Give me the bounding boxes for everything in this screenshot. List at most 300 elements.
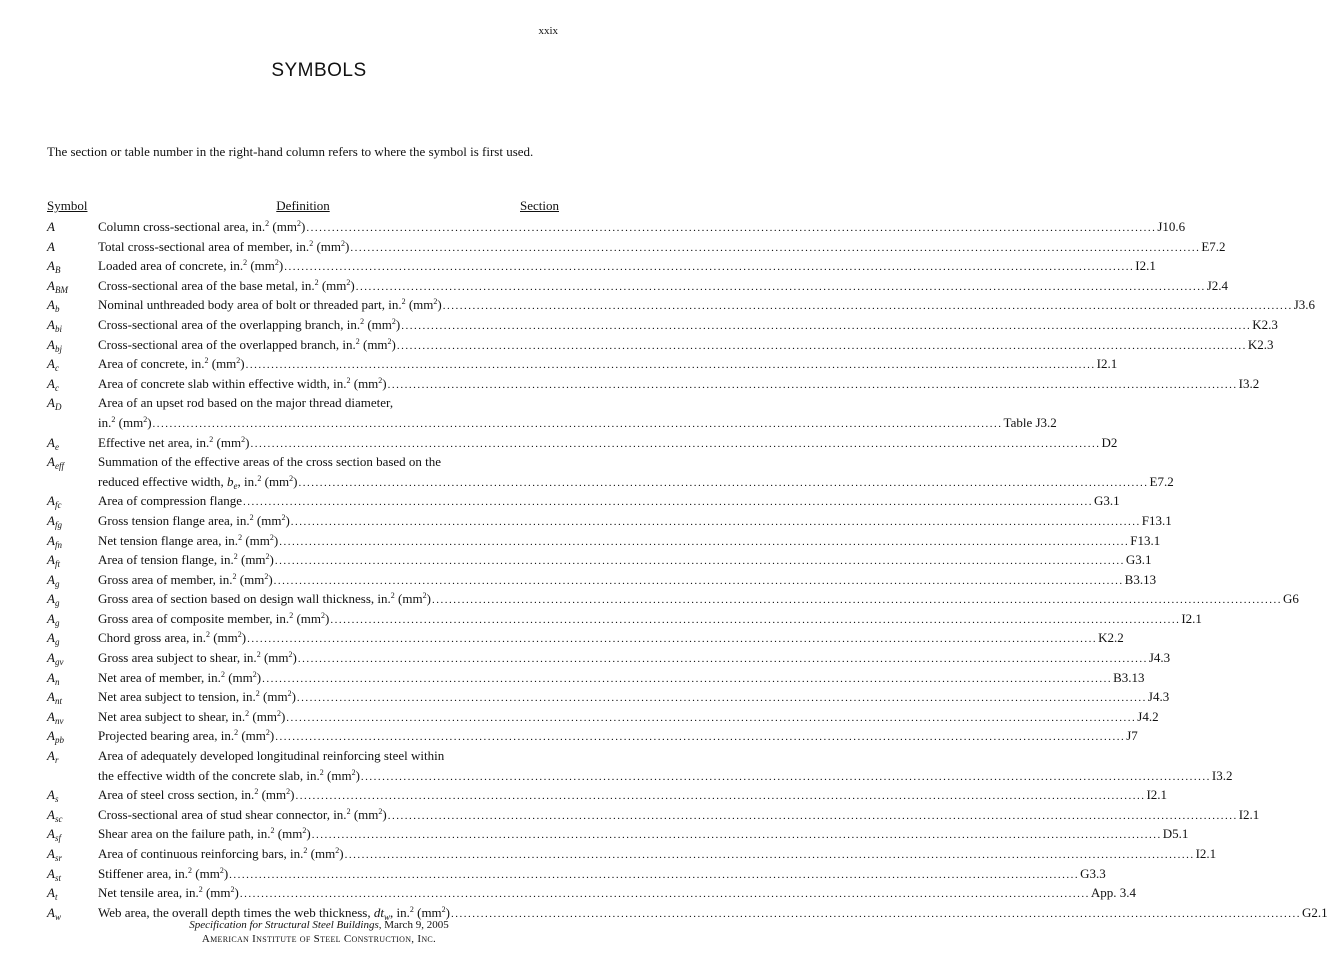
symbol-subscript: sf: [54, 833, 61, 844]
symbol-cell: $A_{sc}$: [47, 806, 63, 824]
definition-cell: [98, 883, 1137, 905]
exponent: 2: [390, 591, 395, 601]
definition-text: Area of concrete slab within effective width, in.$^2$ $(mm^2)$: [98, 375, 387, 391]
symbol-cell: $A_{st}$: [47, 865, 61, 883]
definition-cell: [98, 217, 1186, 239]
symbol-cell: $A_{bj}$: [47, 336, 62, 354]
exponent: 2: [269, 532, 274, 542]
section-ref: I2.1: [1181, 610, 1202, 626]
section-ref: G3.1: [1094, 493, 1120, 509]
symbol-cell: $A_{fc}$: [47, 493, 62, 511]
definition-text: reduced effective width, $b_e$, in.$^2$ $(mm^2)$: [98, 473, 298, 491]
symbol-subscript: s: [54, 794, 59, 805]
exponent: 2: [249, 512, 254, 522]
definition-cell: [98, 589, 1299, 611]
symbol-cell: $A_r$: [47, 748, 59, 766]
exponent: 2: [274, 258, 279, 268]
section-ref: G2.1: [1302, 904, 1328, 920]
dot-leader: ........................................................................................................................................................................................................: [306, 222, 1157, 234]
symbol-row: [47, 237, 1226, 257]
definition-cell: [98, 766, 1233, 788]
exponent: 2: [219, 865, 224, 875]
symbol-subscript: fg: [54, 519, 62, 530]
symbol-cell: $A_D$: [47, 395, 62, 413]
symbol-row: [47, 844, 1217, 864]
symbol-row: [47, 668, 1145, 688]
symbol-subscript: pb: [54, 735, 64, 746]
dot-leader: ........................................................................................................................................................................................................: [442, 300, 1293, 313]
section-ref: B3.13: [1124, 571, 1157, 587]
symbol-cell: $A_{fg}$: [47, 512, 62, 530]
symbol-row: [47, 276, 1229, 296]
section-ref: J2.4: [1206, 277, 1229, 293]
definition-text: Cross-sectional area of the overlapping branch, in.$^2$ $(mm^2)$: [98, 316, 401, 332]
dot-leader: ........................................................................................................................................................................................................: [431, 594, 1282, 607]
section-ref: G6: [1282, 591, 1299, 607]
symbol-subscript: b: [54, 304, 60, 315]
symbol-subscript: nt: [54, 696, 62, 707]
symbol-cell: $A_{gv}$: [47, 650, 64, 668]
symbol-subscript: c: [54, 382, 59, 393]
symbol-subscript: r: [54, 755, 59, 766]
symbol-row: [47, 295, 1316, 315]
section-ref: I2.1: [1096, 356, 1118, 372]
symbol-cell: $A_t$: [47, 885, 58, 903]
definition-cell: [98, 785, 1168, 807]
section-ref: D2: [1101, 434, 1118, 450]
exponent: 2: [319, 767, 324, 777]
definition-cell: [98, 511, 1172, 533]
symbol-row: [47, 511, 1172, 531]
definition-text: Area of continuous reinforcing bars, in.$^2$ $(mm^2)$: [98, 846, 344, 861]
definition-text: Effective net area, in.$^2$ $(mm^2)$: [98, 434, 250, 450]
exponent: 2: [409, 904, 414, 914]
web-area-symbol: $dt_w$: [373, 904, 390, 922]
definition-text: in.$^2$ $(mm^2)$: [98, 414, 152, 430]
symbol-cell: $A_{sr}$: [47, 846, 62, 863]
exponent: 2: [286, 787, 291, 797]
symbol-subscript: n: [54, 676, 60, 687]
definition-cell: [98, 452, 559, 472]
definition-text: Gross tension flange area, in.$^2$ $(mm^2)$: [98, 512, 290, 528]
symbol-row: [47, 374, 1260, 394]
dot-leader: ........................................................................................................................................................................................................: [396, 339, 1247, 352]
definition-text: Summation of the effective areas of the cross section based on the: [98, 454, 442, 470]
exponent: 2: [209, 434, 214, 444]
symbol-subscript: g: [54, 598, 60, 609]
section-ref: J3.6: [1293, 297, 1316, 313]
symbol-cell: $A_w$: [47, 904, 61, 922]
page-title: SYMBOLS: [271, 60, 367, 81]
dot-leader: ........................................................................................................................................................................................................: [152, 417, 1003, 430]
symbol-subscript: bi: [54, 323, 62, 334]
symbol-cell: $A_c$: [47, 375, 59, 393]
exponent: 2: [237, 630, 242, 640]
dot-leader: ........................................................................................................................................................................................................: [330, 613, 1181, 626]
section-ref: D5.1: [1162, 826, 1189, 842]
symbol-row: [47, 589, 1299, 609]
definition-cell: [98, 824, 1189, 846]
definition-text: Net tension flange area, in.$^2$ $(mm^2)$: [98, 532, 279, 548]
symbol-row: [47, 472, 1174, 492]
definition-text: Total cross-sectional area of member, in.$^2$ $(mm^2)$: [98, 238, 350, 254]
dot-leader: ........................................................................................................................................................................................................: [245, 359, 1096, 372]
section-ref: I2.1: [1195, 846, 1217, 861]
definition-cell: [98, 354, 1118, 376]
symbol-subscript: g: [54, 578, 60, 589]
dot-leader: ........................................................................................................................................................................................................: [296, 692, 1147, 705]
definition-cell: [98, 315, 1278, 337]
exponent: 2: [255, 689, 260, 699]
exponent: 2: [111, 414, 116, 424]
definition-text: Gross area of section based on design wall thickness, in.$^2$ $(mm^2)$: [98, 591, 431, 607]
symbol-row: [47, 256, 1156, 276]
dot-leader: ........................................................................................................................................................................................................: [247, 633, 1098, 646]
definition-text: Area of tension flange, in.$^2$ $(mm^2)$: [98, 552, 274, 568]
definition-text: Chord gross area, in.$^2$ $(mm^2)$: [98, 630, 247, 646]
dot-leader: ........................................................................................................................................................................................................: [451, 907, 1302, 920]
exponent: 2: [143, 414, 148, 424]
section-ref: App. 3.4: [1090, 885, 1137, 901]
exponent: 2: [401, 297, 406, 307]
exponent: 2: [238, 532, 243, 542]
section-ref: F13.1: [1141, 512, 1172, 528]
symbol-row: [47, 864, 1106, 884]
dot-leader: ........................................................................................................................................................................................................: [290, 515, 1141, 528]
exponent: 2: [441, 904, 446, 914]
effective-width-symbol: $b_e$: [226, 473, 238, 491]
symbol-cell: $A_{nv}$: [47, 708, 64, 726]
exponent: 2: [265, 728, 270, 738]
symbol-cell: $A_{nt}$: [47, 689, 62, 707]
definition-text: Area of concrete, in.$^2$ $(mm^2)$: [98, 356, 245, 372]
definition-text: Net area subject to shear, in.$^2$ $(mm^2)$: [98, 708, 286, 724]
exponent: 2: [387, 336, 392, 346]
symbol-subscript: B: [54, 265, 61, 276]
symbol-row: [47, 413, 1057, 433]
symbol-cell: $A_e$: [47, 434, 59, 452]
section-ref: I3.2: [1238, 375, 1260, 391]
exponent: 2: [245, 708, 250, 718]
symbol-subscript: w: [54, 911, 61, 922]
section-ref: F13.1: [1130, 532, 1161, 548]
definition-cell: [98, 276, 1229, 298]
symbol-row: [47, 766, 1233, 786]
exponent: 2: [204, 356, 209, 366]
symbols-table: [47, 198, 1328, 922]
definition-text: Area of compression flange: [98, 493, 243, 509]
definition-text: Gross area of composite member, in.$^2$ $(mm^2)$: [98, 610, 330, 626]
symbol-row: [47, 433, 1118, 453]
dot-leader: ........................................................................................................................................................................................................: [401, 319, 1252, 332]
definition-text: Loaded area of concrete, in.$^2$ $(mm^2)$: [98, 258, 284, 274]
exponent: 2: [289, 473, 294, 483]
exponent: 2: [243, 258, 248, 268]
symbol-cell: $A_n$: [47, 669, 60, 687]
definition-text: Net area of member, in.$^2$ $(mm^2)$: [98, 669, 262, 685]
section-ref: I2.1: [1238, 806, 1260, 822]
exponent: 2: [422, 591, 427, 601]
definition-cell: [98, 609, 1202, 631]
definition-text: Shear area on the failure path, in.$^2$ $(mm^2)$: [98, 826, 311, 842]
dot-leader: ........................................................................................................................................................................................................: [273, 574, 1124, 587]
symbol-row: [47, 648, 1171, 668]
dot-leader: ........................................................................................................................................................................................................: [250, 437, 1101, 450]
exponent: 2: [289, 610, 294, 620]
section-ref: I2.1: [1135, 258, 1156, 274]
symbol-row: [47, 354, 1118, 374]
dot-leader: ........................................................................................................................................................................................................: [243, 496, 1094, 509]
definition-cell: [98, 550, 1152, 572]
dot-leader: ........................................................................................................................................................................................................: [286, 711, 1137, 724]
dot-leader: ........................................................................................................................................................................................................: [262, 672, 1113, 685]
symbol-row: [47, 883, 1137, 903]
header-definition: Definition: [276, 198, 330, 213]
exponent: 2: [241, 434, 246, 444]
definition-cell: [98, 531, 1161, 553]
section-ref: G3.3: [1080, 865, 1106, 881]
exponent: 2: [220, 669, 225, 679]
exponent: 2: [355, 336, 360, 346]
exponent: 2: [281, 512, 286, 522]
exponent: 2: [360, 316, 365, 326]
definition-text: Area of adequately developed longitudinal reinforcing steel within: [98, 748, 445, 764]
exponent: 2: [256, 650, 261, 660]
footer-spec-title: Specification for Structural Steel Buildings,: [189, 919, 382, 931]
exponent: 2: [302, 826, 307, 836]
exponent: 2: [309, 238, 314, 248]
exponent: 2: [321, 610, 325, 620]
definition-cell: [98, 295, 1316, 317]
definition-cell: [98, 687, 1170, 709]
definition-text: Area of steel cross section, in.$^2$ $(mm^2)$: [98, 787, 295, 803]
page-number: xxix: [538, 25, 558, 37]
exponent: 2: [351, 767, 356, 777]
symbol-subscript: sr: [54, 853, 62, 863]
definition-text: Column cross-sectional area, in.$^2$ $(mm^2)$: [98, 219, 306, 234]
header-section: Section: [520, 198, 559, 213]
definition-text: Web area, the overall depth times the web thickness, $dt_w$, in.$^2$ $(mm^2)$: [98, 904, 451, 922]
exponent: 2: [296, 219, 301, 228]
symbol-row: [47, 746, 559, 766]
dot-leader: ........................................................................................................................................................................................................: [279, 535, 1130, 548]
symbol-cell: $A_b$: [47, 297, 60, 315]
exponent: 2: [230, 885, 235, 895]
symbol-cell: A: [47, 219, 55, 234]
exponent: 2: [303, 846, 308, 855]
definition-text: Nominal unthreaded body area of bolt or threaded part, in.$^2$ $(mm^2)$: [98, 297, 442, 313]
symbol-row: [47, 687, 1170, 707]
exponent: 2: [265, 552, 270, 562]
definition-text: Gross area subject to shear, in.$^2$ $(mm^2)$: [98, 650, 297, 666]
definition-text: Cross-sectional area of the overlapped branch, in.$^2$ $(mm^2)$: [98, 336, 396, 352]
exponent: 2: [276, 708, 281, 718]
symbol-cell: $A_{fn}$: [47, 532, 62, 550]
symbol-row: [47, 550, 1152, 570]
symbol-row: [47, 707, 1159, 727]
exponent: 2: [314, 277, 319, 287]
symbol-subscript: ft: [54, 559, 60, 570]
section-ref: J7: [1126, 728, 1138, 744]
definition-cell: [98, 256, 1156, 278]
symbol-cell: $A_s$: [47, 787, 59, 805]
definition-text: Net area subject to tension, in.$^2$ $(mm^2)$: [98, 689, 296, 705]
symbol-row: [47, 785, 1168, 805]
symbol-row: [47, 726, 1138, 746]
exponent: 2: [254, 787, 259, 797]
definition-cell: [98, 237, 1226, 259]
exponent: 2: [205, 630, 210, 640]
footer-date: March 9, 2005: [381, 919, 449, 931]
dot-leader: ........................................................................................................................................................................................................: [355, 280, 1206, 293]
exponent: 2: [288, 650, 293, 660]
exponent: 2: [234, 728, 239, 738]
symbol-cell: $A_B$: [47, 258, 61, 276]
section-ref: E7.2: [1201, 238, 1226, 254]
definition-cell: [98, 628, 1124, 650]
dot-leader: ........................................................................................................................................................................................................: [229, 868, 1080, 881]
symbol-subscript: fn: [54, 539, 62, 550]
dot-leader: ........................................................................................................................................................................................................: [387, 378, 1238, 391]
exponent: 2: [232, 571, 237, 581]
dot-leader: ........................................................................................................................................................................................................: [284, 261, 1135, 274]
dot-leader: ........................................................................................................................................................................................................: [344, 849, 1195, 861]
definition-text: Projected bearing area, in.$^2$ $(mm^2)$: [98, 728, 275, 744]
symbol-row: [47, 531, 1161, 551]
symbol-cell: $A_g$: [47, 610, 60, 628]
exponent: 2: [378, 375, 383, 385]
symbol-cell: $A_c$: [47, 356, 59, 374]
symbol-subscript: st: [54, 872, 61, 883]
symbol-cell: $A_{eff}$: [47, 454, 64, 472]
symbol-subscript: eff: [54, 461, 64, 472]
symbol-subscript: e: [233, 480, 238, 491]
symbol-subscript: D: [54, 402, 62, 413]
symbol-cell: $A_g$: [47, 591, 60, 609]
exponent: 2: [346, 806, 351, 816]
symbol-cell: $A_{pb}$: [47, 728, 64, 746]
section-ref: J4.3: [1148, 650, 1171, 666]
symbol-rows: [47, 217, 1328, 922]
symbol-subscript: g: [54, 617, 60, 628]
definition-cell: [98, 413, 1057, 435]
section-ref: G3.1: [1125, 552, 1152, 568]
definition-cell: [98, 491, 1120, 513]
symbol-cell: $A_{bi}$: [47, 316, 62, 334]
dot-leader: ........................................................................................................................................................................................................: [311, 829, 1162, 842]
dot-leader: ........................................................................................................................................................................................................: [297, 653, 1148, 666]
exponent: 2: [346, 277, 351, 287]
symbol-subscript: c: [54, 363, 59, 374]
exponent: 2: [198, 885, 203, 895]
symbol-cell: $A_{BM}$: [47, 277, 68, 295]
section-ref: J10.6: [1157, 219, 1186, 234]
symbol-cell: $A_{ft}$: [47, 552, 60, 570]
symbol-row: [47, 452, 559, 472]
footer-institute: American Institute of Steel Construction, Inc.: [201, 933, 437, 945]
dot-leader: ........................................................................................................................................................................................................: [275, 731, 1126, 744]
dot-leader: ........................................................................................................................................................................................................: [350, 241, 1201, 254]
dot-leader: ........................................................................................................................................................................................................: [298, 476, 1149, 489]
symbol-cell: A: [47, 238, 55, 254]
exponent: 2: [265, 219, 270, 228]
section-ref: I2.1: [1146, 787, 1168, 803]
exponent: 2: [346, 375, 351, 385]
symbol-cell: $A_g$: [47, 571, 60, 589]
definition-text: Stiffener area, in.$^2$ $(mm^2)$: [98, 865, 229, 881]
section-ref: Table J3.2: [1003, 414, 1057, 430]
symbol-row: [47, 491, 1120, 511]
page-footer: [0, 918, 638, 946]
definition-text: Net tensile area, in.$^2$ $(mm^2)$: [98, 885, 239, 901]
symbol-subscript: w: [383, 911, 390, 922]
symbol-cell: $A_{sf}$: [47, 826, 61, 844]
symbol-row: [47, 824, 1189, 844]
definition-text: Gross area of member, in.$^2$ $(mm^2)$: [98, 571, 273, 587]
symbol-row: [47, 570, 1157, 590]
section-ref: I3.2: [1211, 767, 1233, 783]
definition-cell: [98, 668, 1145, 690]
definition-text: Cross-sectional area of the base metal, in.$^2$ $(mm^2)$: [98, 277, 355, 293]
section-ref: K2.2: [1098, 630, 1124, 646]
exponent: 2: [335, 846, 340, 855]
exponent: 2: [236, 356, 241, 366]
table-header: [47, 198, 559, 217]
dot-leader: ........................................................................................................................................................................................................: [360, 770, 1211, 783]
section-ref: J4.3: [1147, 689, 1170, 705]
exponent: 2: [433, 297, 438, 307]
exponent: 2: [287, 689, 292, 699]
symbol-subscript: bj: [54, 343, 62, 354]
section-ref: K2.3: [1252, 316, 1278, 332]
symbol-row: [47, 315, 1278, 335]
dot-leader: ........................................................................................................................................................................................................: [274, 555, 1125, 568]
symbol-cell: $A_g$: [47, 630, 60, 648]
symbol-subscript: gv: [54, 657, 64, 668]
symbol-subscript: g: [54, 637, 60, 648]
section-ref: B3.13: [1113, 669, 1145, 685]
symbol-subscript: sc: [54, 813, 63, 824]
definition-cell: [98, 707, 1159, 729]
definition-cell: [98, 864, 1106, 886]
exponent: 2: [341, 238, 345, 248]
definition-text: Area of an upset rod based on the major thread diameter,: [98, 395, 394, 411]
symbol-row: [47, 805, 1260, 825]
intro-paragraph: The section or table number in the right-hand column refers to where the symbol is first used.: [47, 144, 534, 159]
symbol-subscript: nv: [54, 715, 64, 726]
symbol-row: [47, 609, 1202, 629]
exponent: 2: [233, 552, 238, 562]
exponent: 2: [391, 316, 396, 326]
dot-leader: ........................................................................................................................................................................................................: [387, 809, 1238, 822]
definition-cell: [98, 726, 1138, 748]
definition-cell: [98, 746, 559, 766]
definition-cell: [98, 844, 1217, 866]
definition-cell: [98, 805, 1260, 827]
dot-leader: ........................................................................................................................................................................................................: [295, 790, 1146, 803]
symbol-row: [47, 217, 1186, 237]
definition-text: the effective width of the concrete slab, in.$^2$ $(mm^2)$: [98, 767, 360, 783]
exponent: 2: [264, 571, 269, 581]
section-ref: E7.2: [1149, 473, 1174, 489]
symbol-subscript: BM: [54, 284, 68, 295]
symbol-subscript: t: [54, 892, 58, 903]
symbol-row: [47, 335, 1274, 355]
symbol-subscript: fc: [54, 500, 62, 511]
exponent: 2: [378, 806, 383, 816]
section-ref: J4.2: [1137, 708, 1159, 724]
dot-leader: ........................................................................................................................................................................................................: [239, 888, 1090, 901]
